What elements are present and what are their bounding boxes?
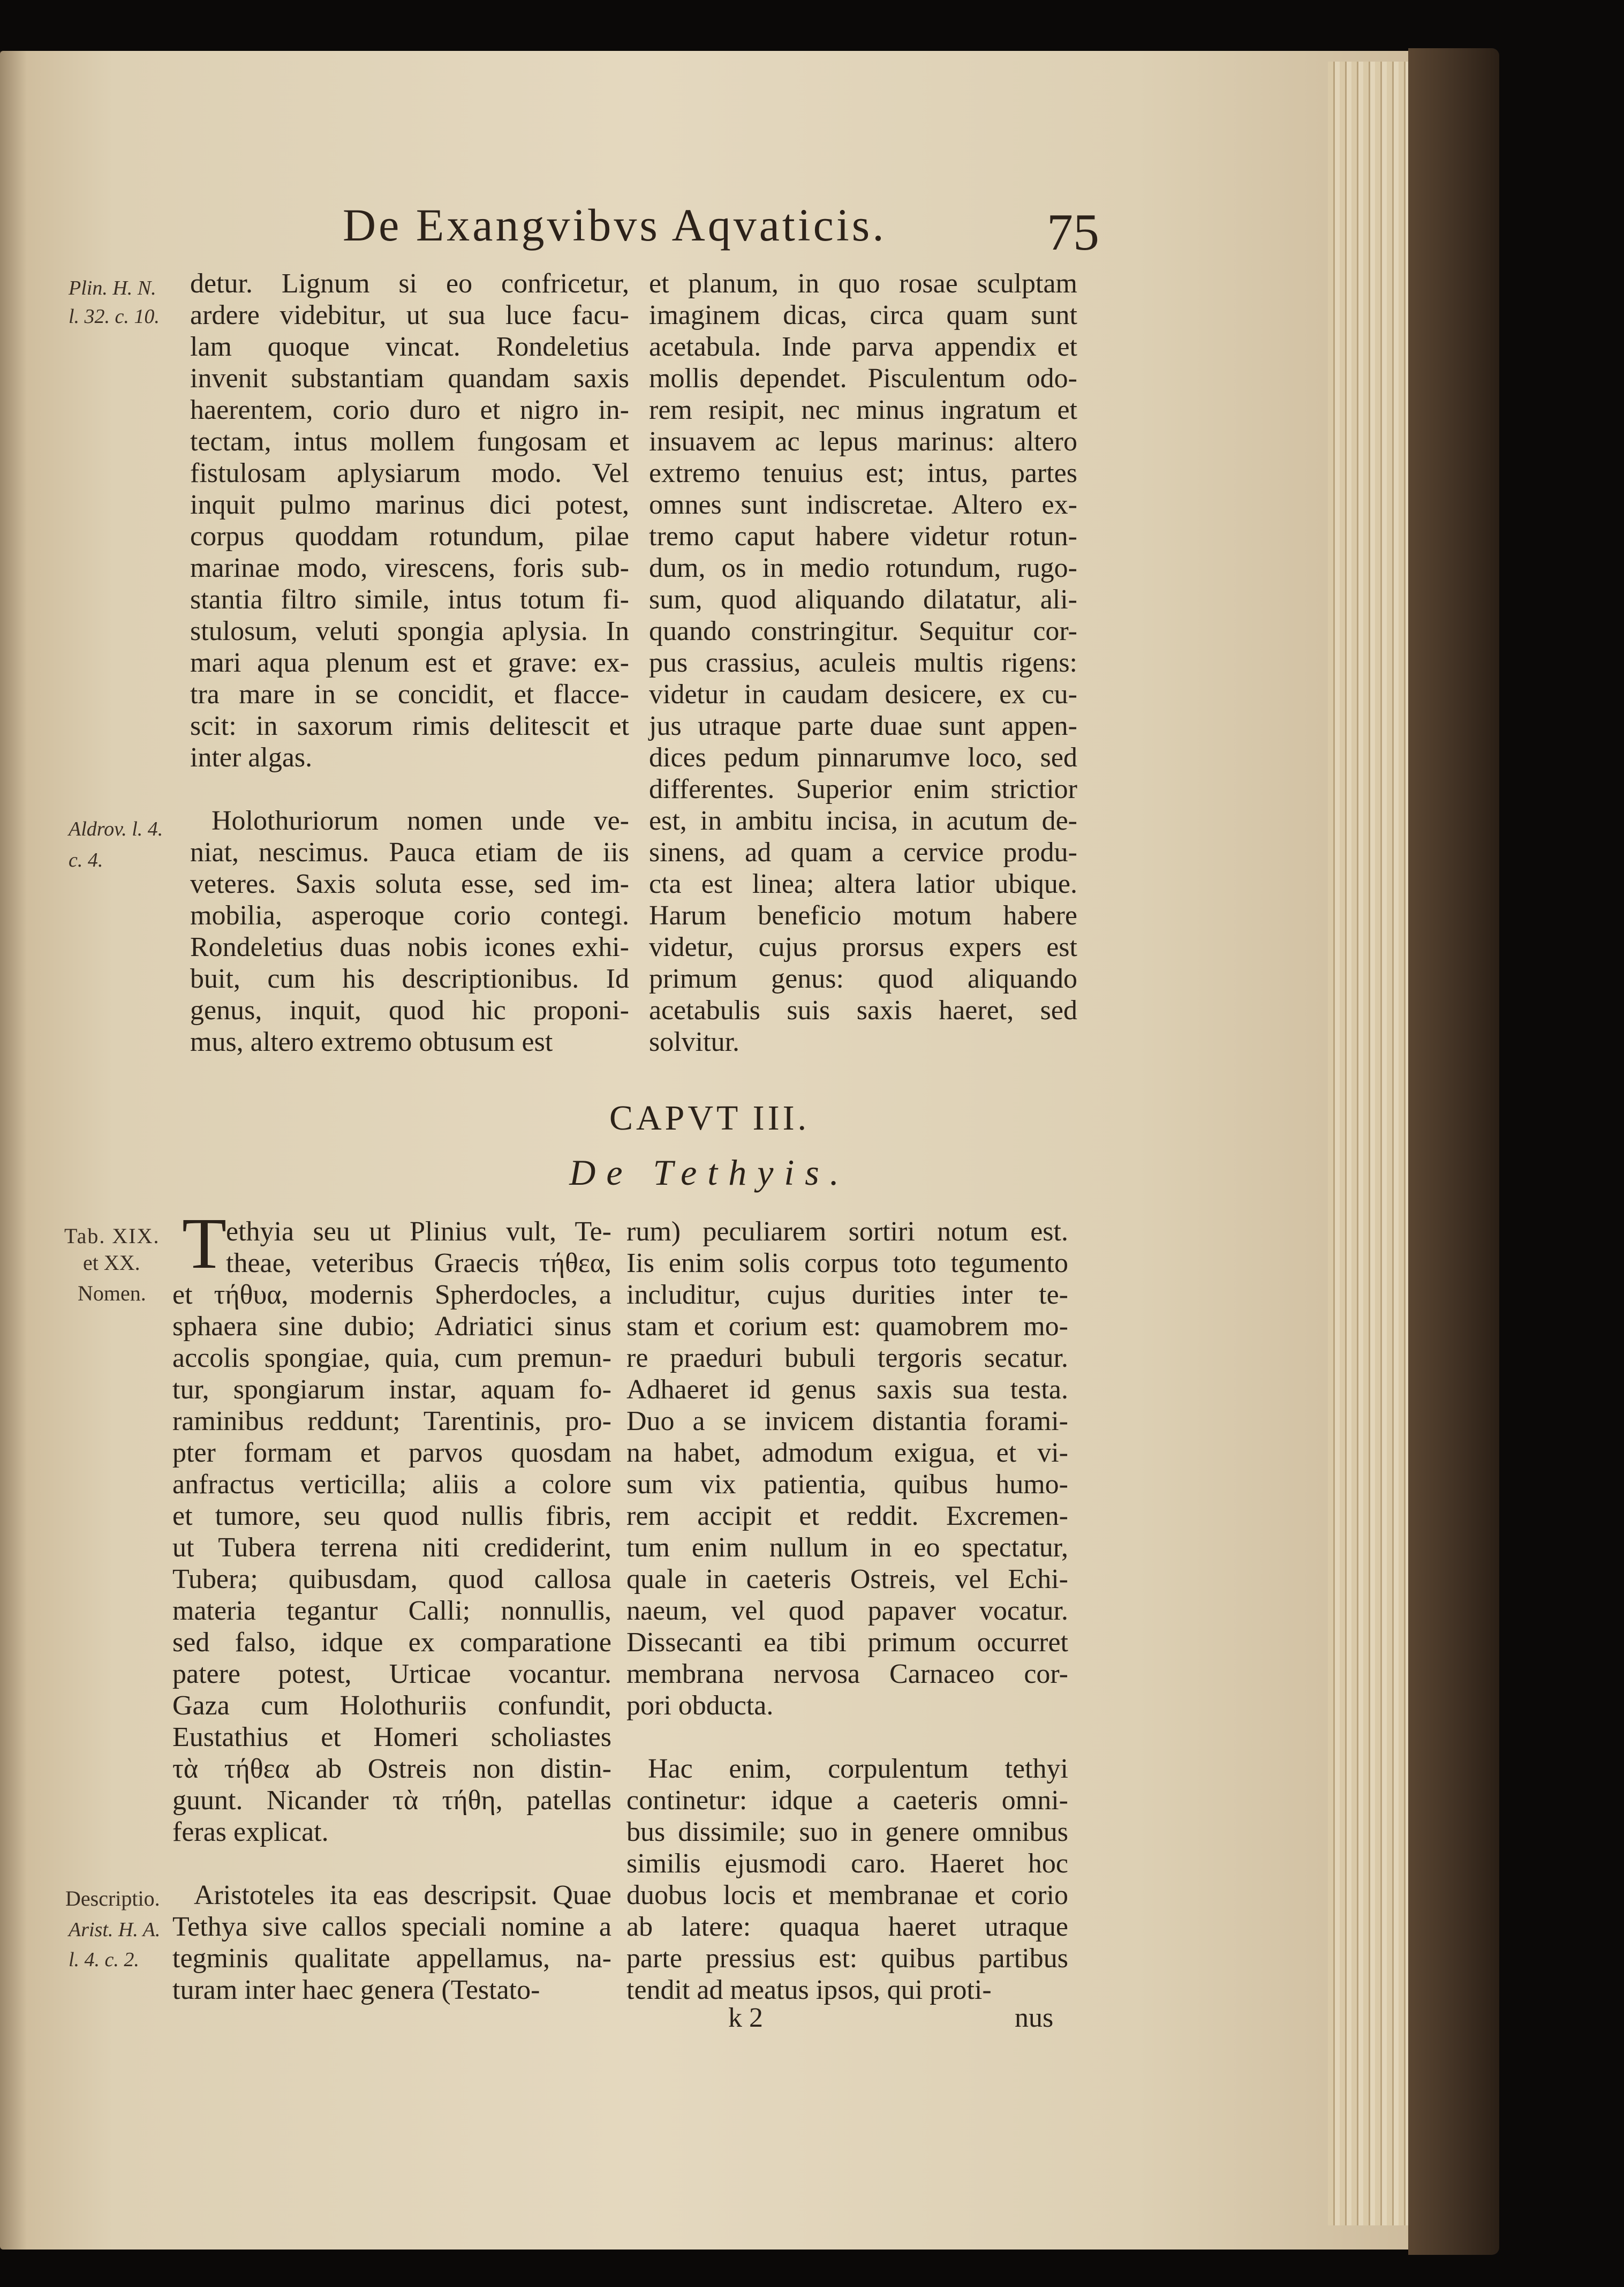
book-cover-edge [1408, 48, 1499, 2255]
text-line: τὰ τήθεα ab Ostreis non distin- [172, 1754, 611, 1784]
bottom-left-column [172, 1216, 611, 2006]
signature-mark: k 2 [728, 2003, 763, 2033]
text-line: ut Tubera terrena niti crediderint, [172, 1532, 611, 1563]
bottom-right-column [626, 1216, 1068, 2006]
text-line: similis ejusmodi caro. Haeret hoc [626, 1848, 1068, 1879]
text-line: detur. Lignum si eo confricetur, [190, 268, 629, 299]
text-line: bus dissimile; suo in genere omnibus [626, 1817, 1068, 1847]
chapter-subtitle: De Tethyis. [569, 1152, 850, 1193]
text-line: sinens, ad quam a cervice produ- [649, 837, 1077, 868]
text-line: Harum beneficio motum habere [649, 900, 1077, 931]
text-line: sum, quod aliquando dilatatur, ali- [649, 584, 1077, 615]
text-line: invenit substantiam quandam saxis [190, 363, 629, 394]
text-line: solvitur. [649, 1027, 740, 1057]
text-line: tra mare in se concidit, et flacce- [190, 679, 629, 710]
text-line: parte pressius est: quibus partibus [626, 1943, 1068, 1974]
text-line: lam quoque vincat. Rondeletius [190, 332, 629, 362]
text-line: Dissecanti ea tibi primum occurret [626, 1627, 1068, 1658]
text-line: stulosum, veluti spongia aplysia. In [190, 616, 629, 646]
text-line: Eustathius et Homeri scholiastes [172, 1722, 611, 1752]
text-line: tectam, intus mollem fungosam et [190, 426, 629, 457]
text-line: feras explicat. [172, 1817, 329, 1847]
text-line: tur, spongiarum instar, aquam fo- [172, 1374, 611, 1405]
text-line: buit, cum his descriptionibus. Id [190, 964, 629, 994]
text-line: guunt. Nicander τὰ τήθη, patellas [172, 1785, 611, 1816]
text-line: includitur, cujus durities inter te- [626, 1280, 1068, 1310]
text-line: pori obducta. [626, 1690, 774, 1721]
text-line: raminibus reddunt; Tarentinis, pro- [172, 1406, 611, 1436]
text-line: naeum, vel quod papaver vocatur. [626, 1596, 1068, 1626]
text-line: jus utraque parte duae sunt appen- [649, 711, 1077, 741]
drop-cap: T [182, 1203, 227, 1284]
text-line: et planum, in quo rosae sculptam [649, 268, 1077, 299]
text-line: sed falso, idque ex comparatione [172, 1627, 611, 1658]
text-line: stantia filtro simile, intus totum fi- [190, 584, 629, 615]
margin-note-plin-2: l. 32. c. 10. [69, 305, 160, 328]
text-line: tendit ad meatus ipsos, qui proti- [626, 1975, 992, 2005]
text-line: rem accipit et reddit. Excremen- [626, 1501, 1068, 1531]
text-line: et τήθυα, modernis Spherdocles, a [172, 1280, 611, 1310]
text-line: primum genus: quod aliquando [649, 964, 1077, 994]
margin-note-aldrov-1: Aldrov. l. 4. [69, 818, 163, 840]
text-line: Holothuriorum nomen unde ve- [212, 806, 629, 836]
text-line: sum vix patientia, quibus humo- [626, 1469, 1068, 1500]
text-line: mari aqua plenum est et grave: ex- [190, 648, 629, 678]
text-line: stam et corium est: quamobrem mo- [626, 1311, 1068, 1342]
text-line [190, 773, 629, 805]
text-line: marinae modo, virescens, foris sub- [190, 553, 629, 583]
text-line: inquit pulmo marinus dici potest, [190, 490, 629, 520]
text-line: quale in caeteris Ostreis, vel Echi- [626, 1564, 1068, 1594]
text-line: genus, inquit, quod hic proponi- [190, 995, 629, 1026]
text-line: Iis enim solis corpus toto tegumento [626, 1248, 1068, 1278]
text-line: tremo caput habere videtur rotun- [649, 521, 1077, 552]
text-line: accolis spongiae, quia, cum premun- [172, 1343, 611, 1373]
text-line [626, 1721, 1068, 1753]
text-line: membrana nervosa Carnaceo cor- [626, 1659, 1068, 1689]
top-left-column [190, 268, 629, 1058]
catchword: nus [1015, 2003, 1054, 2033]
text-line: patere potest, Urticae vocantur. [172, 1659, 611, 1689]
margin-note-aldrov-2: c. 4. [69, 849, 103, 871]
text-line: est, in ambitu incisa, in acutum de- [649, 806, 1077, 836]
text-line: Rondeletius duas nobis icones exhi- [190, 932, 629, 962]
text-line: acetabula. Inde parva appendix et [649, 332, 1077, 362]
text-line: videtur in caudam desicere, ex cu- [649, 679, 1077, 710]
text-line: Tethya sive callos speciali nomine a [172, 1912, 611, 1942]
text-line: sphaera sine dubio; Adriatici sinus [172, 1311, 611, 1342]
text-line: tegminis qualitate appellamus, na- [172, 1943, 611, 1974]
text-line: Gaza cum Holothuriis confundit, [172, 1690, 611, 1721]
text-line: rum) peculiarem sortiri notum est. [626, 1216, 1068, 1247]
text-line: imaginem dicas, circa quam sunt [649, 300, 1077, 330]
chapter-heading: CAPVT III. [609, 1099, 810, 1138]
text-line: ethyia seu ut Plinius vult, Te- [226, 1216, 611, 1247]
top-right-column [649, 268, 1077, 1058]
text-line: extremo tenuius est; intus, partes [649, 458, 1077, 488]
page-number: 75 [1047, 204, 1099, 261]
text-line: materia tegantur Calli; nonnullis, [172, 1596, 611, 1626]
text-line: mobilia, asperoque corio contegi. [190, 900, 629, 931]
text-line: videtur, cujus prorsus expers est [649, 932, 1077, 962]
text-line: theae, veteribus Graecis τήθεα, [226, 1248, 611, 1278]
text-line: dices pedum pinnarumve loco, sed [649, 742, 1077, 773]
text-line: Aristoteles ita eas descripsit. Quae [194, 1880, 611, 1910]
text-line: dum, os in medio rotundum, rugo- [649, 553, 1077, 583]
text-line: Tubera; quibusdam, quod callosa [172, 1564, 611, 1594]
text-line: niat, nescimus. Pauca etiam de iis [190, 837, 629, 868]
text-line: turam inter haec genera (Testato- [172, 1975, 540, 2005]
text-line: fistulosam aplysiarum modo. Vel [190, 458, 629, 488]
text-line: et tumore, seu quod nullis fibris, [172, 1501, 611, 1531]
text-line: insuavem ac lepus marinus: altero [649, 426, 1077, 457]
text-line: Duo a se invicem distantia forami- [626, 1406, 1068, 1436]
text-line: quando constringitur. Sequitur cor- [649, 616, 1077, 646]
text-line: pter formam et parvos quosdam [172, 1438, 611, 1468]
text-line: continetur: idque a caeteris omni- [626, 1785, 1068, 1816]
text-line: rem resipit, nec minus ingratum et [649, 395, 1077, 425]
margin-note-descriptio: Descriptio. [65, 1886, 160, 1910]
text-line: Hac enim, corpulentum tethyi [648, 1754, 1068, 1784]
margin-note-nomen: Nomen. [78, 1281, 146, 1305]
gutter-shadow [0, 51, 27, 2250]
text-line: ab latere: quaqua haeret utraque [626, 1912, 1068, 1942]
text-line: inter algas. [190, 742, 313, 773]
text-line: mollis dependet. Pisculentum odo- [649, 363, 1077, 394]
text-line: ardere videbitur, ut sua luce facu- [190, 300, 629, 330]
text-line: scit: in saxorum rimis delitescit et [190, 711, 629, 741]
text-line: pus crassius, aculeis multis rigens: [649, 648, 1077, 678]
margin-note-arist-2: l. 4. c. 2. [69, 1949, 139, 1971]
text-line: tum enim nullum in eo spectatur, [626, 1532, 1068, 1563]
text-line: anfractus verticilla; aliis a colore [172, 1469, 611, 1500]
text-line: differentes. Superior enim strictior [649, 774, 1077, 804]
margin-note-arist-1: Arist. H. A. [69, 1919, 161, 1941]
running-head: De Exangvibvs Aqvaticis. [343, 199, 887, 251]
text-line: omnes sunt indiscretae. Altero ex- [649, 490, 1077, 520]
text-line: na habet, admodum exigua, et vi- [626, 1438, 1068, 1468]
text-line: duobus locis et membranae et corio [626, 1880, 1068, 1910]
text-line: re praeduri bubuli tergoris secatur. [626, 1343, 1068, 1373]
text-line: acetabulis suis saxis haeret, sed [649, 995, 1077, 1026]
text-line: mus, altero extremo obtusum est [190, 1027, 553, 1057]
text-line: Adhaeret id genus saxis sua testa. [626, 1374, 1068, 1405]
margin-note-tab: Tab. XIX. [64, 1224, 160, 1248]
text-line: veteres. Saxis soluta esse, sed im- [190, 869, 629, 899]
margin-note-plin-1: Plin. H. N. [69, 277, 156, 299]
text-line: corpus quoddam rotundum, pilae [190, 521, 629, 552]
margin-note-et: et XX. [83, 1251, 140, 1275]
text-line [172, 1848, 611, 1879]
text-line: cta est linea; altera latior ubique. [649, 869, 1077, 899]
text-line: haerentem, corio duro et nigro in- [190, 395, 629, 425]
